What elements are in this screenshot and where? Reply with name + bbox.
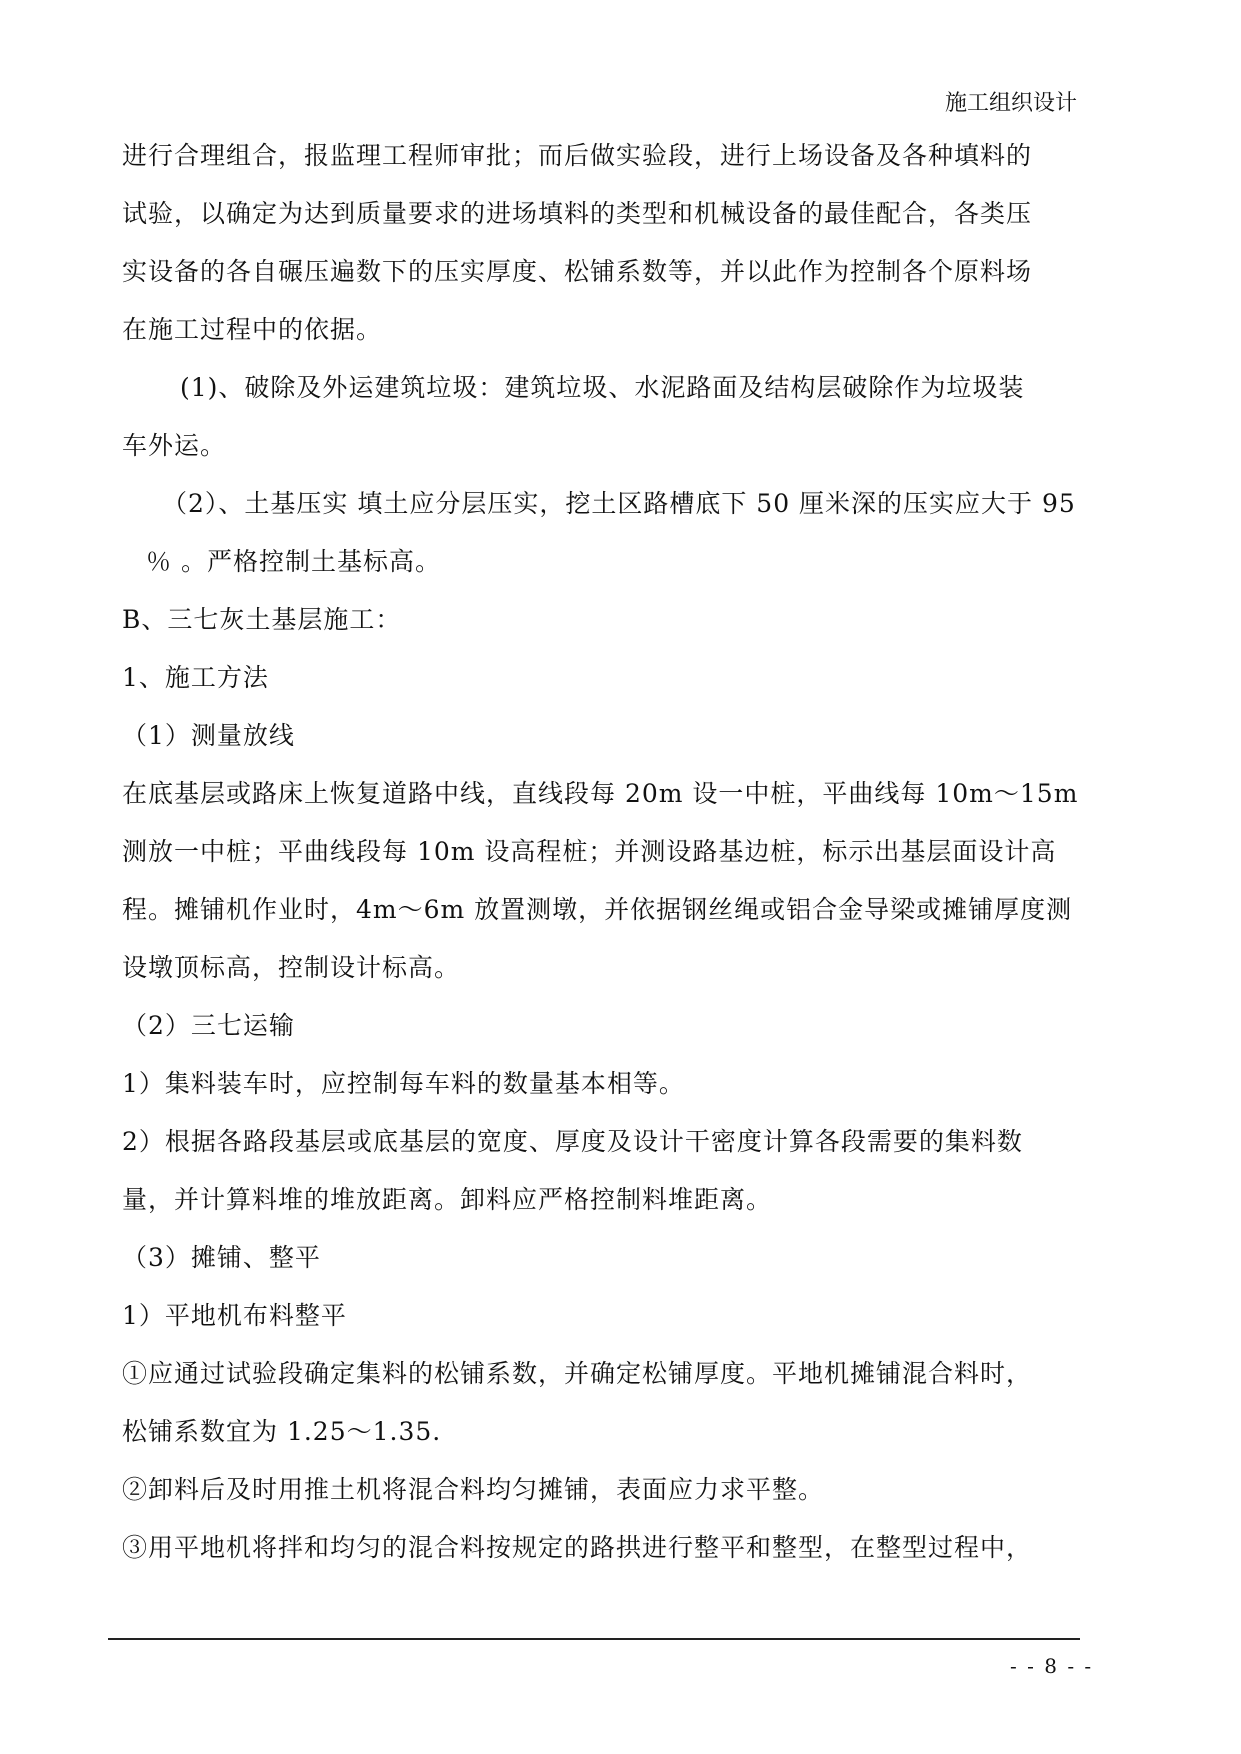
body-line: ③用平地机将拌和均匀的混合料按规定的路拱进行整平和整型，在整型过程中， [122,1533,1033,1562]
body-line: 量，并计算料堆的堆放距离。卸料应严格控制料堆距离。 [122,1185,773,1214]
body-line: 测放一中桩；平曲线段每 10m 设高程桩；并测设路基边桩，标示出基层面设计高 [122,837,1057,866]
body-line: (1)、破除及外运建筑垃圾：建筑垃圾、水泥路面及结构层破除作为垃圾装 [180,373,1025,402]
body-line: ②卸料后及时用推土机将混合料均匀摊铺，表面应力求平整。 [122,1475,825,1504]
footer-divider [108,1638,1080,1640]
page-number: - - 8 - - [1010,1654,1094,1678]
body-line: （2）、土基压实 填土应分层压实，挖土区路槽底下 50 厘米深的压实应大于 95 [162,489,1076,518]
body-line: 1）平地机布料整平 [122,1301,347,1330]
body-line: 进行合理组合，报监理工程师审批；而后做实验段，进行上场设备及各种填料的 [122,141,1033,170]
body-line: 2）根据各路段基层或底基层的宽度、厚度及设计干密度计算各段需要的集料数 [122,1127,1023,1156]
body-line: 在底基层或路床上恢复道路中线，直线段每 20m 设一中桩，平曲线每 10m～15m [122,779,1079,808]
page-header-title: 施工组织设计 [945,91,1078,116]
body-line: ％ 。严格控制土基标高。 [146,547,441,576]
body-line: 车外运。 [122,431,227,460]
subsection-heading: （2）三七运输 [122,1011,295,1040]
body-line: 程。摊铺机作业时，4m～6m 放置测墩，并依据钢丝绳或铝合金导梁或摊铺厚度测 [122,895,1073,924]
body-line: 1）集料装车时，应控制每车料的数量基本相等。 [122,1069,685,1098]
subsection-heading: （1）测量放线 [122,721,295,750]
section-heading: 1、施工方法 [122,663,269,692]
body-line: 试验，以确定为达到质量要求的进场填料的类型和机械设备的最佳配合，各类压 [122,199,1033,228]
body-line: 松铺系数宜为 1.25～1.35. [122,1417,442,1446]
body-line: 设墩顶标高，控制设计标高。 [122,953,461,982]
body-line: ①应通过试验段确定集料的松铺系数，并确定松铺厚度。平地机摊铺混合料时， [122,1359,1033,1388]
subsection-heading: （3）摊铺、整平 [122,1243,321,1272]
body-line: 实设备的各自碾压遍数下的压实厚度、松铺系数等，并以此作为控制各个原料场 [122,257,1033,286]
section-heading: B、三七灰土基层施工： [122,605,402,634]
body-line: 在施工过程中的依据。 [122,315,383,344]
